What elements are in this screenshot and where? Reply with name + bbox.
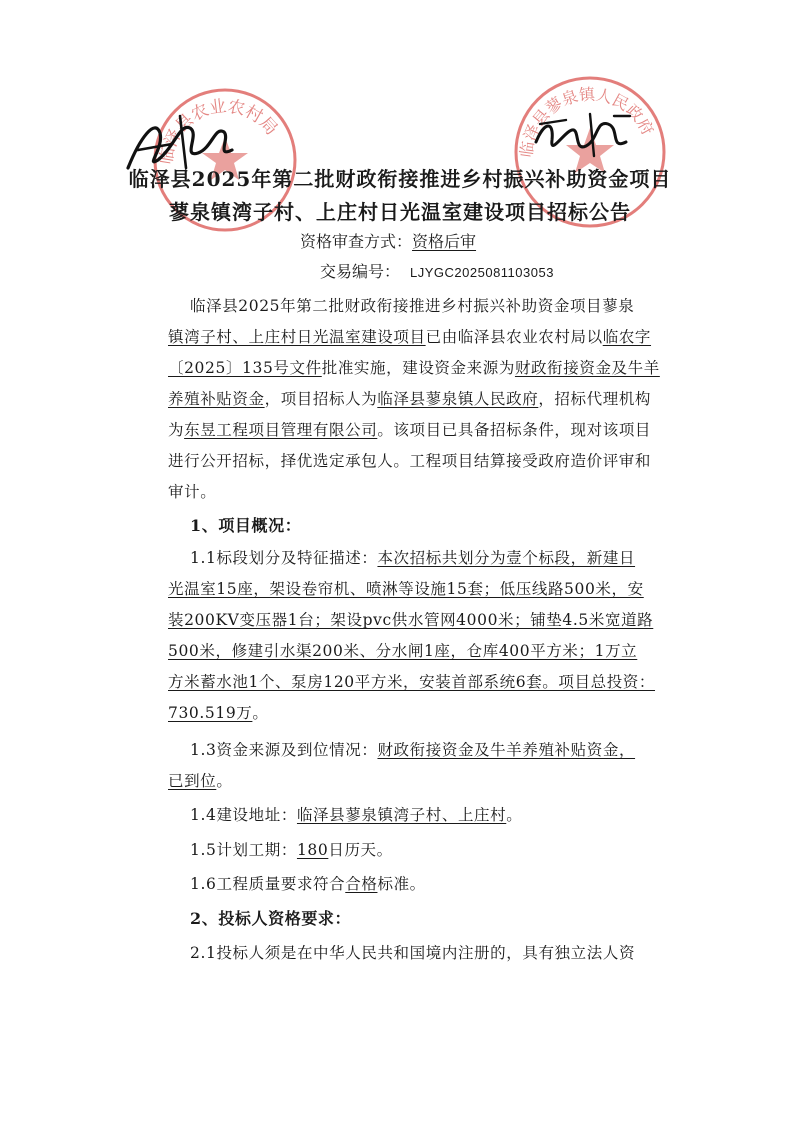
item-label: 1.3资金来源及到位情况：	[190, 741, 378, 759]
construction-site: 临泽县蓼泉镇湾子村、上庄村	[296, 806, 507, 824]
item-value: 本次招标共划分为壹个标段，新建日	[377, 549, 636, 567]
item-value: 财政衔接资金及牛羊养殖补贴资金，	[377, 741, 636, 759]
item-label: 1.5计划工期：	[190, 841, 297, 859]
section-1-4-line	[190, 803, 660, 825]
intro-text: ，项目招标人为	[264, 390, 378, 408]
document-number: 〔2025〕135号文件	[168, 359, 322, 377]
section-1-3-line	[190, 738, 660, 760]
intro-text: 已由临泽县农业农村局以	[425, 328, 603, 346]
svg-text:临泽县蓼泉镇人民政府: 临泽县蓼泉镇人民政府	[516, 84, 658, 159]
section-1-1-line: 方米蓄水池1个、泵房120平方米，安装首部系统6套。项目总投资：	[168, 673, 656, 691]
punctuation: 。	[506, 806, 523, 824]
trade-label: 交易编号：	[320, 262, 401, 281]
funding-source: 财政衔接资金及牛羊	[514, 359, 660, 377]
section-1-1-line: 装200KV变压器1台；架设pvc供水管网4000米；铺垫4.5米宽道路	[168, 611, 654, 629]
section-1-heading: 1、项目概况：	[190, 516, 302, 535]
section-1-1-line: 光温室15座，架设卷帘机、喷淋等设施15套；低压线路500米，安	[168, 580, 644, 598]
punctuation: 。	[252, 704, 269, 722]
item-label: 1.1标段划分及特征描述：	[190, 549, 378, 567]
trade-number	[320, 259, 554, 282]
section-1-3-line	[168, 769, 638, 791]
agency-name: 东昱工程项目管理有限公司	[184, 421, 378, 439]
notice-title-line1: 临泽县2025年第二批财政衔接推进乡村振兴补助资金项目	[128, 167, 672, 191]
intro-line	[168, 387, 652, 409]
section-1-1-line	[190, 546, 660, 568]
trade-code: LJYGC2025081103053	[410, 265, 554, 280]
svg-text:临泽县农业农村局: 临泽县农业农村局	[156, 96, 282, 166]
document-prefix: 临农字	[602, 328, 652, 346]
quality-standard: 合格	[345, 875, 378, 893]
intro-text: 批准实施，建设资金来源为	[321, 359, 515, 377]
section-1-5-line	[190, 838, 660, 860]
intro-text: 。该项目已具备招标条件，现对该项目	[377, 421, 652, 439]
item-text: 1.6工程质量要求符合	[190, 875, 346, 893]
total-investment: 730.519万	[168, 704, 253, 722]
intro-line: 进行公开招标，择优选定承包人。工程项目结算接受政府造价评审和	[168, 452, 652, 470]
section-1-6-line	[190, 872, 660, 894]
right-signature	[530, 102, 640, 172]
project-name: 镇湾子村、上庄村日光温室建设项目	[168, 328, 426, 346]
review-value: 资格后审	[412, 232, 477, 251]
item-value: 已到位	[168, 772, 217, 790]
schedule-days: 180	[296, 841, 329, 859]
tenderer-name: 临泽县蓼泉镇人民政府	[377, 390, 539, 408]
review-method	[300, 229, 476, 252]
review-label: 资格审查方式：	[300, 232, 413, 251]
notice-title-line2: 蓼泉镇湾子村、上庄村日光温室建设项目招标公告	[169, 200, 631, 224]
intro-line: 审计。	[168, 483, 217, 501]
section-1-1-line	[168, 701, 638, 723]
intro-line	[168, 325, 652, 347]
intro-text: ，招标代理机构	[538, 390, 652, 408]
intro-line	[168, 418, 652, 440]
punctuation: 。	[216, 772, 233, 790]
section-1-1-line: 500米，修建引水渠200米、分水闸1座，仓库400平方米；1万立	[168, 642, 638, 660]
item-text: 标准。	[377, 875, 426, 893]
intro-line	[168, 356, 660, 378]
item-label: 1.4建设地址：	[190, 806, 297, 824]
intro-line: 临泽县2025年第二批财政衔接推进乡村振兴补助资金项目蓼泉	[190, 297, 635, 315]
section-2-1-line: 2.1投标人须是在中华人民共和国境内注册的，具有独立法人资	[190, 944, 636, 962]
intro-text: 为	[168, 421, 185, 439]
section-2-heading: 2、投标人资格要求：	[190, 909, 352, 928]
item-text: 日历天。	[328, 841, 393, 859]
funding-source-cont: 养殖补贴资金	[168, 390, 265, 408]
